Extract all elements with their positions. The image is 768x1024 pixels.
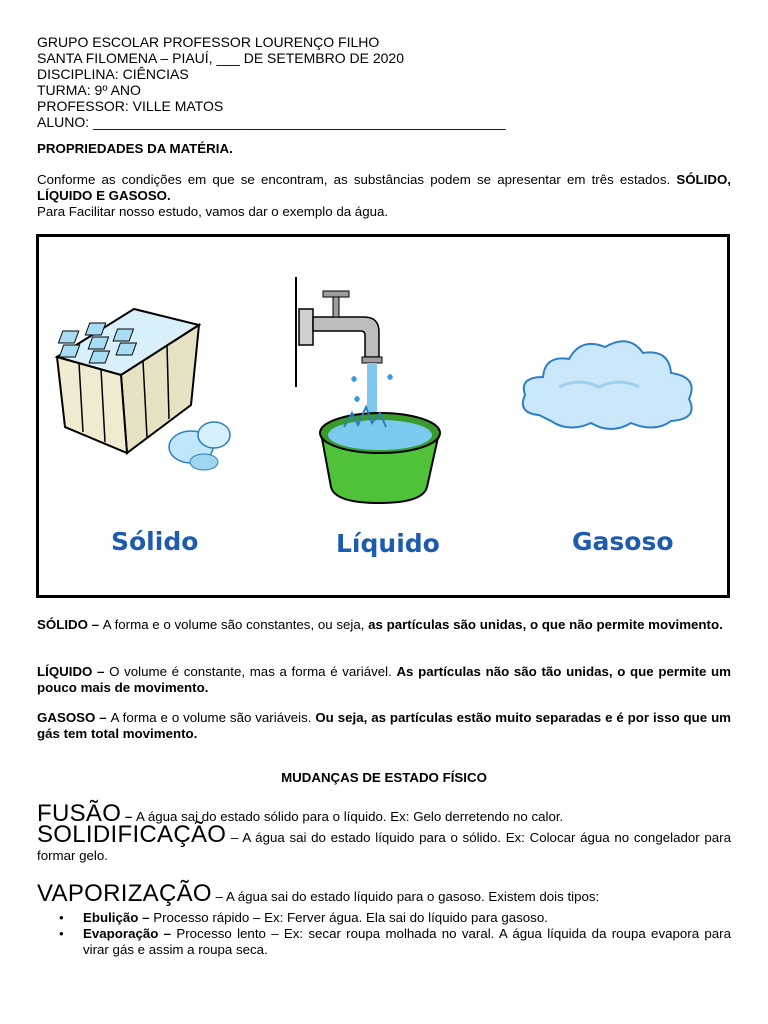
states-of-water-figure [36,234,730,598]
changes-title: MUDANÇAS DE ESTADO FÍSICO [281,770,487,785]
intro-line2: Para Facilitar nosso estudo, vamos dar o exemplo da água. [37,204,389,219]
section-title: PROPRIEDADES DA MATÉRIA. [37,141,233,156]
label-liquid: Líquido [336,529,440,558]
label-solid: Sólido [111,527,199,556]
bullet-icon: • [59,926,64,941]
evaporation-term: Evaporação – [83,926,177,941]
intro-bold: SÓLIDO, LÍQUIDO E GASOSO. [37,172,731,203]
gas-definition [37,710,731,742]
faucet-icon [296,277,393,423]
evaporation-text: Processo lento – Ex: secar roupa molhada no varal. A água líquida da roupa evapora para virar gás e assim a roupa seca. [83,926,731,957]
place-date: SANTA FILOMENA – PIAUÍ, ___ DE SETEMBRO DE 2020 [37,50,404,66]
basin-icon [320,407,440,503]
class: TURMA: 9º ANO [37,82,141,98]
ice-cubes-icon [169,422,230,470]
cloud-icon [523,341,692,429]
school-name: GRUPO ESCOLAR PROFESSOR LOURENÇO FILHO [37,34,380,50]
label-gas: Gasoso [572,527,674,556]
vaporization-types-list [37,910,731,958]
intro-text: Conforme as condições em que se encontram, as substâncias podem se apresentar em três estados. [37,172,677,187]
solid-bold: as partículas são unidas, o que não permite movimento. [368,617,723,632]
solidification-term: SOLIDIFICAÇÃO [37,821,227,848]
teacher: PROFESSOR: VILLE MATOS [37,98,224,114]
gas-term: GASOSO – [37,710,111,725]
ice-tray-icon [57,309,199,453]
fusion-dash: – [121,809,136,824]
liquid-bold: As partículas não são tão unidas, o que permite um pouco mais de movimento. [37,664,731,695]
vaporization-term: VAPORIZAÇÃO [37,880,212,907]
gas-text: A forma e o volume são variáveis. [110,710,316,725]
intro-paragraph [37,172,731,204]
solidification-text: – A água sai do estado líquido para o sólido. Ex: Colocar água no congelador para formar gelo. [37,830,731,863]
vaporization-text: – A água sai do estado líquido para o gasoso. Existem dois tipos: [211,889,600,904]
student-line: ALUNO: _____________________________________________________ [37,114,506,130]
bullet-icon: • [59,910,64,925]
subject: DISCIPLINA: CIÊNCIAS [37,66,189,82]
fusion-text: A água sai do estado sólido para o líquido. Ex: Gelo derretendo no calor. [135,809,564,824]
solidification-definition [37,821,731,865]
header-block [37,34,506,130]
ebullition-term: Ebulição – [83,910,154,925]
list-item-evaporation [59,926,731,958]
list-item-ebullition [59,910,731,926]
fusion-term: FUSÃO [37,800,122,827]
ebullition-text: Processo rápido – Ex: Ferver água. Ela sai do líquido para gasoso. [153,910,548,925]
liquid-definition [37,664,731,696]
vaporization-definition [37,881,731,910]
gas-bold: Ou seja, as partículas estão muito separadas e é por isso que um gás tem total movimento. [37,710,732,741]
solid-definition [37,617,731,633]
liquid-term: LÍQUIDO – [37,664,110,679]
liquid-text: O volume é constante, mas a forma é variável. [109,664,397,679]
solid-term: SÓLIDO – [37,617,103,632]
solid-text: A forma e o volume são constantes, ou seja, [102,617,369,632]
